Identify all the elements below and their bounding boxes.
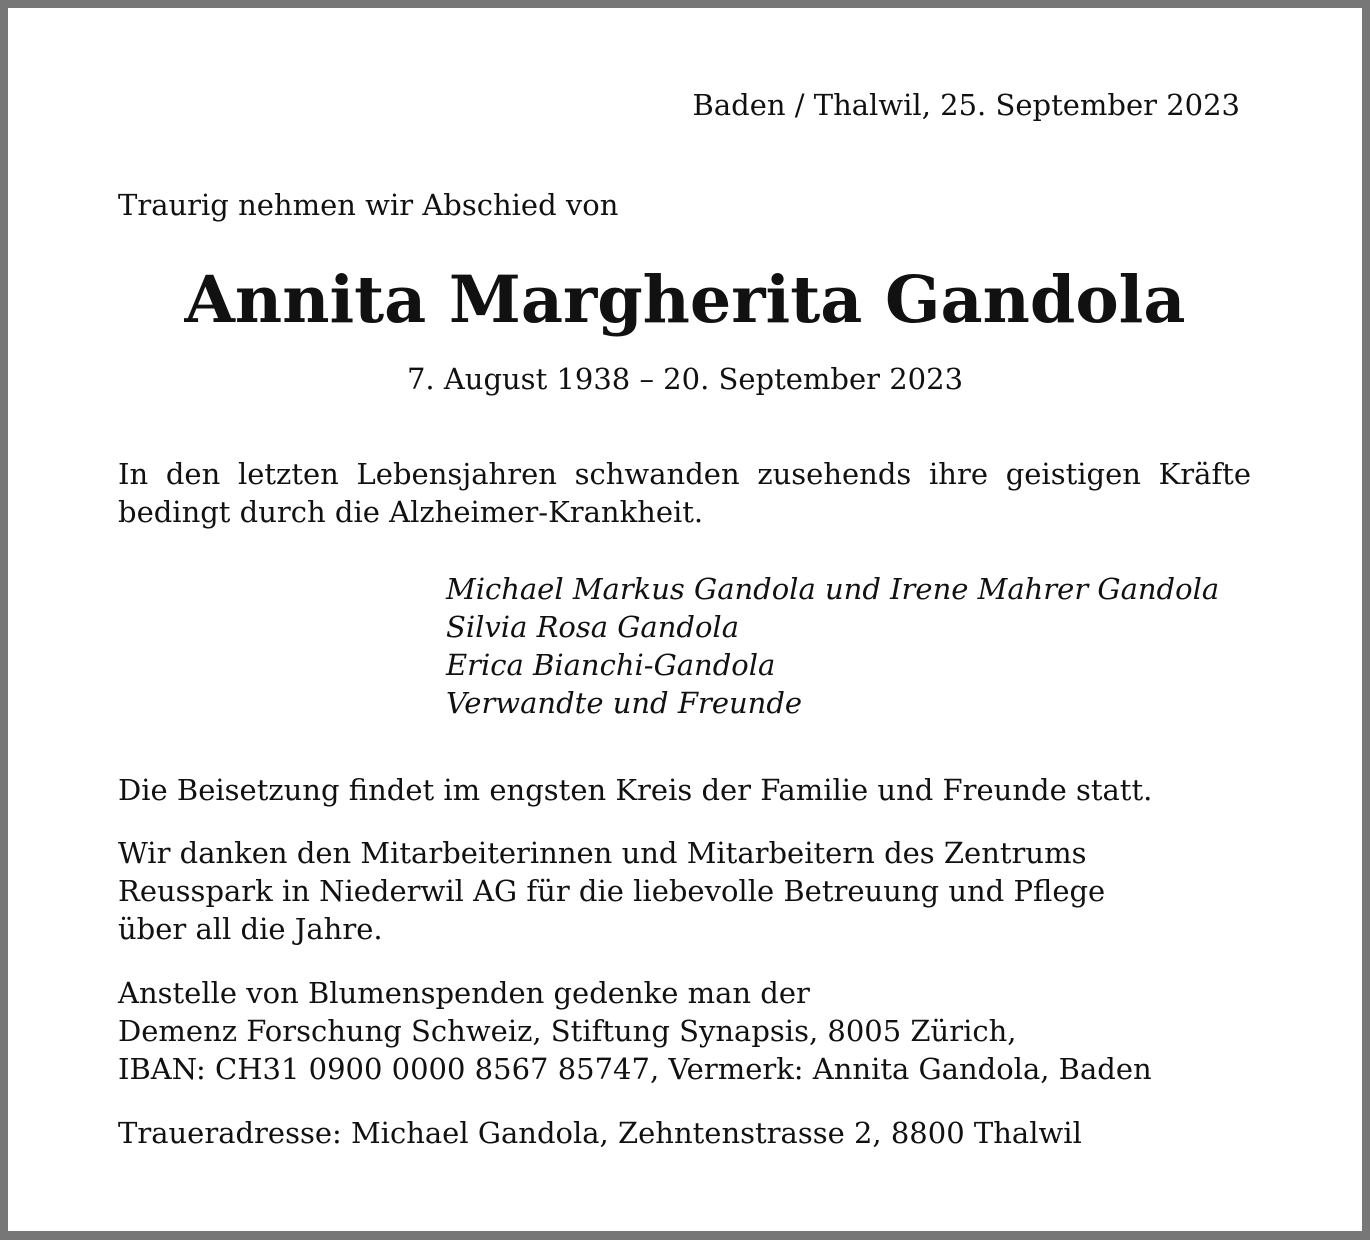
- thanks-line: Wir danken den Mitarbeiterinnen und Mitarbeitern des Zentrums: [118, 836, 1087, 870]
- mourner: Verwandte und Freunde: [446, 686, 803, 720]
- donation-line: Demenz Forschung Schweiz, Stiftung Synapsis, 8005 Zürich,: [118, 1014, 1017, 1048]
- intro-text: Traurig nehmen wir Abschied von: [118, 188, 619, 222]
- mourner: Silvia Rosa Gandola: [446, 610, 739, 644]
- thanks-line: Reusspark in Niederwil AG für die liebevolle Betreuung und Pflege: [118, 874, 1106, 908]
- obituary-page: [8, 8, 1362, 1231]
- deceased-name: Annita Margherita Gandola: [184, 262, 1186, 338]
- donation-paragraph: [118, 974, 1251, 1088]
- thanks-line: über all die Jahre.: [118, 912, 383, 946]
- mourner: Erica Bianchi-Gandola: [446, 648, 776, 682]
- thanks-paragraph: [118, 834, 1251, 948]
- alzheimer-paragraph: In den letzten Lebensjahren schwanden zusehends ihre geistigen Kräfte bedingt durch die Alzheimer-Krankheit.: [118, 457, 1251, 529]
- donation-line: Anstelle von Blumenspenden gedenke man der: [118, 976, 810, 1010]
- mourner: Michael Markus Gandola und Irene Mahrer Gandola: [446, 572, 1220, 606]
- mourners-list: [446, 570, 1219, 722]
- place-date: Baden / Thalwil, 25. September 2023: [692, 88, 1240, 122]
- life-dates: 7. August 1938 – 20. September 2023: [406, 362, 964, 396]
- donation-line: IBAN: CH31 0900 0000 8567 85747, Vermerk: Annita Gandola, Baden: [118, 1052, 1152, 1086]
- burial-paragraph: Die Beisetzung findet im engsten Kreis der Familie und Freunde statt.: [118, 773, 1153, 807]
- mourning-address: Traueradresse: Michael Gandola, Zehntenstrasse 2, 8800 Thalwil: [118, 1116, 1082, 1150]
